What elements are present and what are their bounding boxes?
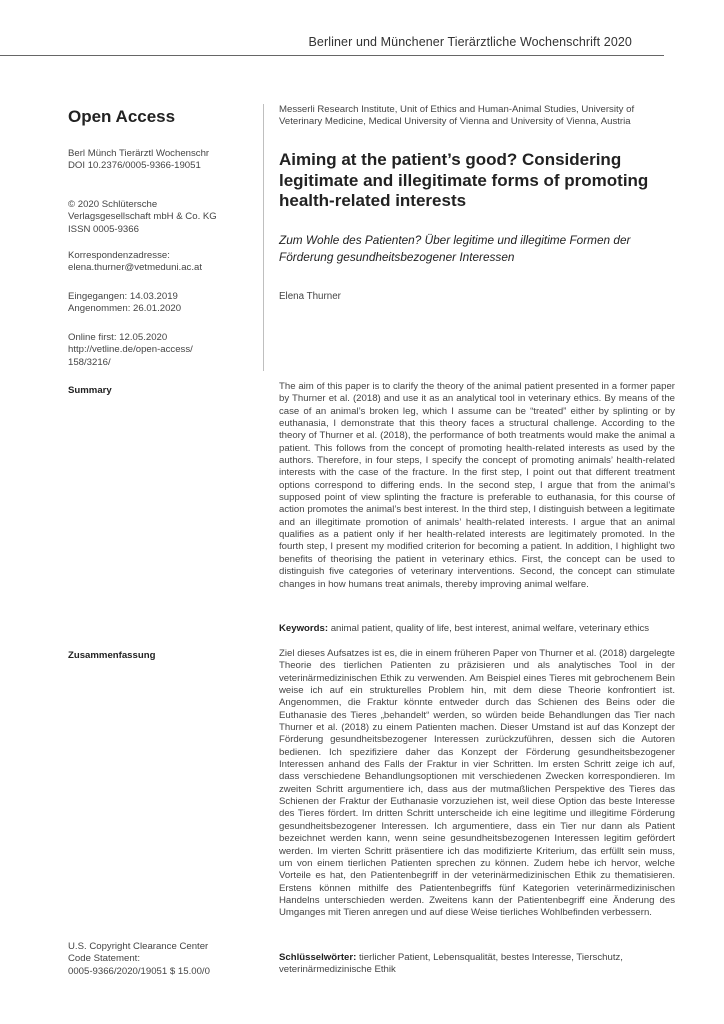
affiliation: Messerli Research Institute, Unit of Ethics and Human-Animal Studies, University of Veterinary Medicine, Medical University of Vienna and University of Vienna, Austria — [279, 104, 635, 128]
citation-journal: Berl Münch Tierärztl Wochenschr — [68, 148, 210, 159]
summary-text: The aim of this paper is to clarify the theory of the animal patient presented in a former paper by Thurner et al. (2018) and use it as an analytical tool in veterinary ethics. By means of the case of an animal’s broken leg, which I assume can be “treated” either by splinting or by euthanasia, I demonstrate that this theory faces a structural challenge. According to the theory of Thurner et al. (2018), the performance of both treatments would make the animal a patient. This follows from the concept of promoting health-related interests as used by the authors. Therefore, in four steps, I specify the concept of promoting animals’ health-related interests with the case of the fracture. In the first step, I point out that different treatment options correspond to differing ends. In the second step, I argue that from the animal’s supposed point of view splinting the fracture is preferable to euthanasia, for this course of action promotes the animal’s best interest. In the third step, I distinguish between a legitimate and an illegitimate promotion of animals’ health-related interests. I argue that an animal qualifies as a patient only if her health-related interests are legitimately promoted. In the fourth step, I present my modified criterion for becoming a patient. In addition, I highlight two benefits of theorising the patient in veterinary ethics. First, the concept can be used to distinguish five categories of veterinary interventions. Second, the concept can stimulate changes in how humans treat animals, thereby improving animal welfare. — [279, 381, 675, 590]
keywords-list: animal patient, quality of life, best interest, animal welfare, veterinary ethics — [330, 623, 650, 634]
dates-block — [68, 291, 253, 316]
schluesselwoerter-label: Schlüsselwörter: — [279, 952, 357, 963]
clearance-block — [68, 941, 253, 978]
received-date: Eingegangen: 14.03.2019 — [68, 291, 178, 302]
zusammenfassung-text: Ziel dieses Aufsatzes ist es, die in einem früheren Paper von Thurner et al. (2018) dargelegte Theorie des tierlichen Patienten zu präzisieren und als analytisches Tool in der veterinärmedizinischen Ethik zu verwenden. Am Beispiel eines Tieres mit gebrochenem Bein weise ich auf ein strukturelles Problem hin, mit dem diese Theorie konfrontiert ist. Angenommen, die Fraktur könnte entweder durch das Schienen des Beins oder die Euthanasie des Tieres „behandelt“ werden, so würden beide Behandlungen das Tier nach Thurner et al. (2018) zu einem Patienten machen. Dieser Umstand ist auf das Konzept der Förderung gesundheitsbezogener Interessen zurückzuführen, dessen sich die Autoren bedienen. Ich spezifiziere daher das Konzept der Förderung gesundheitsbezogener Interessen anhand des Falls der Fraktur in vier Schritten. Im ersten Schritt zeige ich auf, dass verschiedene Behandlungsoptionen mit verschiedenen Zwecken korrespondieren. Im zweiten Schritt argumentiere ich, dass aus der mutmaßlichen Perspektive des Tieres das Schienen der Fraktur der Euthanasie vorzuziehen ist, weil diese Option das beste Interesse des Tieres fördert. Im dritten Schritt unterscheide ich eine legitime und illegitime Förderung gesundheitsbezogener Interessen. Ich argumentiere, dass ein Tier nur dann als Patient bezeichnet werden kann, wenn seine gesundheitsbezogenen Interessen legitim gefördert werden. Im vierten Schritt präsentiere ich das modifizierte Kriterium, das erfüllt sein muss, um von einem tierlichen Patienten sprechen zu können. Zudem hebe ich hervor, welche Vorteile es hat, den Patientenbegriff in der veterinärmedizinischen Ethik zu thematisieren. Erstens können mithilfe des Patientenbegriffs fünf Kategorien veterinärmedizinischen Handelns unterschieden werden. Zweitens kann der Patientenbegriff eine Änderung des Umganges mit Tieren anregen und auf diese Weise tierliches Wohlbefinden verbessern. — [279, 648, 675, 919]
clearance-line: U.S. Copyright Clearance Center — [68, 941, 209, 952]
citation-block — [68, 148, 253, 173]
correspondence-block — [68, 250, 253, 275]
accepted-date: Angenommen: 26.01.2020 — [68, 303, 182, 315]
copyright-block — [68, 199, 253, 236]
article-subtitle: Zum Wohle des Patienten? Über legitime und illegitime Formen der Förderung gesundheitsbezogener Interessen — [279, 233, 631, 264]
schluesselwoerter-list: tierlicher Patient, Lebensqualität, bestes Interesse, Tierschutz, veterinärmedizinische Ethik — [279, 952, 623, 976]
journal-header: Berliner und Münchener Tierärztliche Wochenschrift 2020 — [308, 35, 632, 49]
summary-heading: Summary — [68, 385, 112, 396]
copyright-line: © 2020 Schlütersche — [68, 199, 158, 210]
online-url-cont[interactable]: 158/3216/ — [68, 356, 111, 368]
correspondence-label: Korrespondenzadresse: — [68, 250, 170, 261]
online-first-date: Online first: 12.05.2020 — [68, 332, 168, 343]
schluesselwoerter — [279, 952, 675, 977]
zusammenfassung-heading: Zusammenfassung — [68, 650, 156, 661]
citation-doi: DOI 10.2376/0005-9366-19051 — [68, 160, 201, 172]
issn-line: ISSN 0005-9366 — [68, 223, 139, 235]
publisher-line: Verlagsgesellschaft mbH & Co. KG — [68, 211, 217, 223]
code-statement-label: Code Statement: — [68, 953, 140, 965]
open-access-label: Open Access — [68, 107, 176, 126]
online-url[interactable]: http://vetline.de/open-access/ — [68, 344, 193, 356]
correspondence-email[interactable]: elena.thurner@vetmeduni.ac.at — [68, 262, 203, 274]
keywords — [279, 623, 675, 635]
article-title: Aiming at the patient’s good? Considering legitimate and illegitimate forms of promoting health-related interests — [279, 150, 649, 210]
column-separator — [263, 104, 264, 371]
online-block — [68, 332, 253, 369]
code-statement: 0005-9366/2020/19051 $ 15.00/0 — [68, 965, 210, 977]
keywords-label: Keywords: — [279, 623, 329, 634]
header-rule — [0, 55, 664, 56]
author: Elena Thurner — [279, 291, 341, 302]
